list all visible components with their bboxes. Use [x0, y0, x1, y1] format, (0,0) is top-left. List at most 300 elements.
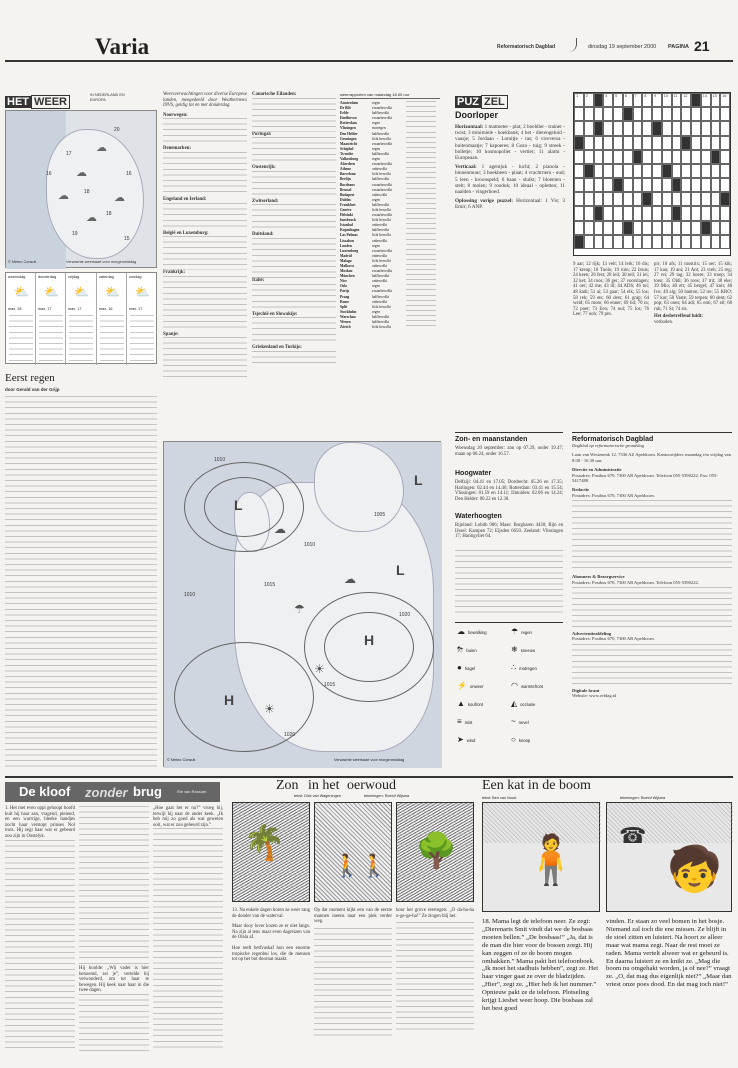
colofon-sub: Dagblad op reformatorische grondslag: [572, 443, 645, 448]
puzzle-grid: [573, 92, 731, 256]
city-condition: licht bewolkt: [372, 136, 391, 141]
puzzle-cell: [662, 178, 672, 192]
puzzle-cell: [574, 136, 584, 150]
city-condition: regen: [372, 101, 380, 105]
puzzle-cell: [594, 206, 604, 220]
legend-icon: ○: [511, 735, 516, 744]
puzzle-cell: [691, 221, 701, 235]
city-values: [406, 259, 436, 263]
puzzle-cell: [691, 178, 701, 192]
forecast-day: [66, 273, 97, 365]
puzzle-cell: [574, 121, 584, 135]
puzzle-cell: [691, 164, 701, 178]
comic-panel-forest: [396, 802, 474, 902]
legend-item: [511, 627, 532, 636]
weather-logo: [5, 92, 125, 108]
puzzle-cell: [574, 206, 584, 220]
story-body: [5, 840, 75, 1050]
story-body: [79, 994, 149, 1054]
story-text: 1. Het met even oppi gehoopt hoofd kuit hij haar aan, vragend, pleiend, en een warrrige, bleeke handjes zocht haar verstopt prinses Nol trots. Hij zegt haar wat er gebeurd zou zijn in Oostelyk.: [5, 806, 75, 839]
map-temp: 19: [72, 231, 78, 237]
city-name: Amsterdam: [340, 101, 359, 105]
legend-item: [511, 663, 537, 672]
city-values: [406, 320, 436, 324]
map-temp: 18: [106, 211, 112, 217]
puzzle-cell: [681, 121, 691, 135]
day-temp: max. 17: [129, 307, 143, 311]
legend-label: knoop: [518, 738, 531, 743]
colofon-text: Laan van Westenenk 12, 7336 AZ Apeldoorn. Kantoortijden: maandag t/m vrijdag van 8.00 - 16.30 uur.: [572, 452, 731, 463]
city-condition: zwaarbewolkt: [372, 106, 393, 111]
puzzle-cell: [574, 164, 584, 178]
puzzle-cell: [701, 206, 711, 220]
divider: [455, 432, 563, 433]
country-heading: Griekenland en Turkije:: [252, 345, 302, 351]
city-name: Den Helder: [340, 131, 358, 136]
puzzle-cell: [603, 192, 613, 206]
puzzle-cell: [642, 221, 652, 235]
city-name: Las Palmas: [340, 233, 358, 238]
map-temp: 17: [66, 151, 72, 157]
puzzle-clues: [455, 124, 565, 424]
digital-label: Digitale krant: [572, 687, 600, 693]
puzzle-cell: [594, 107, 604, 121]
colofon-body: [572, 644, 732, 684]
city-name: Valkenburg: [340, 157, 359, 162]
page-label: PAGINA: [668, 44, 689, 50]
signature-swash: [565, 38, 577, 52]
comic-title: [232, 778, 470, 800]
puzzle-cell: [681, 107, 691, 121]
cell-number: 9: [654, 94, 657, 98]
pressure-value: 1015: [324, 682, 336, 688]
pressure-value: 1015: [264, 582, 276, 588]
comic-caption: Op dat moment kijkt een van de eerste mannen ineens naar een plek verder weg.: [314, 908, 392, 925]
puzzle-cell: [720, 150, 730, 164]
legend-icon: ≡: [457, 717, 462, 726]
puzzle-cell: [701, 121, 711, 135]
puzzle-cell: [584, 93, 594, 107]
cat-title: Een kat in de boom: [482, 778, 591, 793]
header-rule: [5, 60, 733, 62]
legend-item: [457, 663, 475, 672]
city-values: [406, 279, 436, 283]
city-name: Moskou: [340, 269, 353, 274]
puzzle-cell: [672, 150, 682, 164]
puzzle-cell: [672, 192, 682, 206]
country-heading: Frankrijk:: [163, 270, 186, 276]
puzzle-logo: [455, 92, 508, 106]
cell-number: 14: [702, 94, 707, 98]
city-values: [406, 325, 436, 329]
city-name: Maastricht: [340, 141, 357, 146]
city-values: [406, 223, 436, 227]
story-text: Hij hoolde: „Wij vader is hier benoemd, zei je”, vertelde hij verwonderd, om tot haar te bewegen. Hij keek naar haar in die twee dagen.: [79, 966, 149, 994]
country-text: [252, 204, 336, 232]
story-author: Rie van Rossum: [177, 789, 207, 794]
map-caption: Verwachte weerkaart voor morgenmiddag: [334, 758, 405, 762]
colofon-title: Reformatorisch Dagblad: [572, 436, 654, 443]
sun-cloud-icon: ⛅: [105, 285, 120, 299]
country-text: [252, 351, 336, 367]
puzzle-logo-zel: ZEL: [481, 95, 508, 109]
day-details: [69, 315, 93, 361]
city-condition: zwaarbewolkt: [372, 269, 393, 274]
legend-icon: ◠: [511, 681, 518, 690]
puzzle-cell: [701, 192, 711, 206]
map-caption: Verwachte weerkaart voor morgenmiddag: [66, 260, 137, 264]
puzzle-cell: [613, 136, 623, 150]
editorial-label: Directie en Administratie: [572, 467, 622, 473]
puzzle-cell: [623, 235, 633, 249]
legend-label: regen: [521, 630, 532, 635]
puzzle-cell: [613, 206, 623, 220]
city-name: De Bilt: [340, 106, 351, 111]
cloud-icon: ☁: [58, 190, 69, 202]
cat-credit-draw: tekeningen: Roelof Wijsma: [620, 796, 666, 800]
cat-panel-19: [606, 802, 732, 912]
city-name: München: [340, 274, 355, 279]
puzzle-cell: [672, 206, 682, 220]
redactie-label: Redactie: [572, 487, 590, 493]
legend-item: [457, 717, 472, 726]
puzzle-cell: [613, 121, 623, 135]
legend-item: [457, 681, 484, 690]
city-name: Rotterdam: [340, 121, 357, 126]
city-condition: zwaarbewolkt: [372, 116, 393, 121]
colofon-body: [572, 500, 732, 570]
puzzle-cell: [623, 136, 633, 150]
puzzle-cell: [642, 235, 652, 249]
table-rows: [340, 101, 440, 330]
city-name: Kopenhagen: [340, 228, 360, 233]
puzzle-title: Doorloper: [455, 110, 499, 120]
country-text: [252, 317, 336, 345]
story-column-2: [79, 806, 149, 1061]
city-name: Helsinki: [340, 213, 353, 218]
city-name: Brussel: [340, 187, 352, 192]
puzzle-cell: [633, 235, 643, 249]
cell-number: 11: [673, 94, 678, 98]
city-condition: halfbewolkt: [372, 151, 390, 156]
puzzle-cell: [672, 121, 682, 135]
country-heading: Italië:: [252, 277, 265, 283]
city-values: [406, 147, 436, 151]
legend-item: [511, 681, 543, 690]
pressure-letter: L: [234, 497, 243, 513]
editorial-text: Postadres: Postbus 670, 7300 AR Apeldoorn. Telefoon 055-5390222. Fax: 055-5417488.: [572, 472, 718, 484]
puzzle-cell: [584, 206, 594, 220]
city-values: [406, 121, 436, 125]
puzzle-cell: [662, 150, 672, 164]
country-text: [163, 203, 247, 231]
puzzle-cell: [672, 178, 682, 192]
puzzle-cell: [711, 93, 721, 107]
city-values: [406, 264, 436, 268]
forecast-day: [97, 273, 127, 365]
header-date: dinsdag 19 september 2000: [588, 44, 657, 50]
puzzle-cell: [594, 164, 604, 178]
forecast-column-2: [163, 92, 247, 432]
cell-number: 1: [576, 94, 579, 98]
abo-label: Abonnees & Bezorgservice: [572, 574, 625, 580]
city-values: [406, 152, 436, 156]
puzzle-cell: [594, 93, 604, 107]
cell-number: 12: [683, 94, 688, 98]
puzzle-cell: [720, 192, 730, 206]
city-condition: onbewolkt: [372, 192, 388, 197]
puzzle-cell: [613, 107, 623, 121]
puzzle-cell: [652, 150, 662, 164]
comic-panel-waterfall: [314, 802, 392, 902]
puzzle-cell: [652, 164, 662, 178]
map-temp: 20: [114, 127, 120, 133]
comic-caption-2: [314, 908, 392, 1058]
city-name: Oslo: [340, 284, 347, 289]
puzzle-cell: [681, 150, 691, 164]
map-credit: © Meteo Consult: [167, 758, 196, 762]
puzzle-cell: [720, 93, 730, 107]
puzzle-cell: [720, 235, 730, 249]
puzzle-cell: [711, 121, 721, 135]
waterhoogten-text: Rijnland: Lobith 986; Maas: Borgharen 4430; Rijn en IJssel: Kampen 72; Eijsden 6650. Zeeland: Vlissingen 17; Haringvliet 64.: [455, 523, 563, 540]
puzzle-cell: [701, 136, 711, 150]
pressure-letter: L: [396, 562, 405, 578]
puzzle-cell: [574, 221, 584, 235]
country-heading: Duitsland:: [252, 232, 274, 238]
cat-panel-18: [482, 802, 600, 912]
puzzle-cell: [584, 136, 594, 150]
puzzle-cell: [691, 93, 701, 107]
city-values: [406, 198, 436, 202]
keyword-label: Het desbetreffend luidt:: [654, 314, 703, 320]
city-values: [406, 218, 436, 222]
puzzle-cell: [691, 206, 701, 220]
puzzle-cell: [720, 107, 730, 121]
legend-item: [511, 735, 530, 744]
city-condition: licht bewolkt: [372, 172, 391, 177]
legend-icon: ☂: [511, 627, 519, 636]
country-text: [163, 337, 247, 377]
comic-body: [396, 922, 474, 1032]
forecast-intro: Weersverwachtingen voor diverse Europese landen, meegedeeld door Weathernews INVS, geldig tot en met donderdag.: [163, 92, 247, 109]
city-name: Zürich: [340, 325, 351, 330]
day-name: donderdag: [38, 275, 57, 279]
page-number: 21: [694, 38, 710, 54]
legend-label: wind: [466, 738, 476, 743]
cat-text-19: vinden. Er staan zo veel bomen in het bosje. Niemand zal toch die ene missen. Ze blijft in de stoel zitten en luistert. Na hoort ze alleer maar wat mama zegt. Naar de rest moet ze raden. Mama vertelt alweer wat er gebeurd is. En daarna luistert ze en knikt ze. „Mag die boom nu omgehakt worden, ja of nee?” vraagt ze. „O, dat mag dus eigenlijk niet?” „Maar dan vriest onze poes dood. En dat mag toch niet!”: [606, 918, 732, 989]
country-heading: Denemarken:: [163, 146, 191, 152]
city-values: [406, 269, 436, 273]
child-figure: 🧒: [667, 845, 722, 894]
puzzle-cell: [603, 235, 613, 249]
city-condition: onbewolkt: [372, 253, 388, 258]
legend-item: [511, 645, 535, 654]
puzzle-cell: [603, 221, 613, 235]
puzzle-cell: [681, 235, 691, 249]
puzzle-cell: [633, 150, 643, 164]
pressure-letter: L: [414, 472, 423, 488]
day-name: zaterdag: [99, 275, 114, 279]
city-values: [406, 254, 436, 258]
day-details: [130, 315, 154, 361]
puzzle-cell: [711, 206, 721, 220]
day-name: zondag: [129, 275, 142, 279]
pressure-value: 1010: [304, 542, 316, 548]
sun-cloud-icon: ⛅: [14, 285, 29, 299]
day-details: [39, 315, 63, 361]
puzzle-cell: [662, 107, 672, 121]
city-condition: zwaarbewolkt: [372, 289, 393, 294]
adv-text: Postadres: Postbus 670, 7300 AR Apeldoorn.: [572, 636, 655, 642]
comic-title-b: in het: [308, 778, 340, 793]
country-heading: Portugal:: [252, 131, 272, 137]
puzzle-cell: [603, 136, 613, 150]
puzzle-cell: [672, 221, 682, 235]
legend-item: [511, 717, 529, 726]
puzzle-cell: [633, 164, 643, 178]
map-temp: 16: [126, 171, 132, 177]
cell-number: 16: [722, 94, 727, 98]
city-name: Split: [340, 304, 348, 309]
europe-weather-map: [163, 441, 441, 767]
city-condition: halfbewolkt: [372, 294, 390, 299]
city-condition: licht bewolkt: [372, 304, 391, 309]
puzzle-cell: [701, 107, 711, 121]
hoogwater-text: Delfzijl: 04.41 en 17.05; Dordrecht: 05.26 en 17.35; Harlingen: 02.44 en 14.46; Rotterdam: 03.41 en 15.54; Vlissingen: 01.59 en 14.11; IJmuiden: 02.06 en 14.24; Den Helder: 00.22 en 12.30.: [455, 480, 563, 502]
waterhoogten-title: Waterhoogten: [455, 513, 502, 520]
solution-label: Oplossing vorige puzzel:: [455, 198, 513, 205]
weather-headline: Eerst regen: [5, 372, 55, 384]
city-condition: regen: [372, 284, 380, 289]
section-title: Varia: [95, 34, 150, 59]
puzzle-cell: [701, 221, 711, 235]
city-values: [406, 106, 436, 110]
country-heading: Tsjechië en Slowakije:: [252, 311, 298, 317]
city-name: Innsbruck: [340, 218, 356, 223]
page-header: [0, 0, 738, 60]
city-values: [406, 101, 436, 105]
puzzle-cell: [681, 221, 691, 235]
puzzle-cell: [711, 150, 721, 164]
puzzle-cell: [672, 107, 682, 121]
forecast-day: [36, 273, 66, 365]
country-heading: Oostenrijk:: [252, 165, 276, 171]
puzzle-cell: [720, 221, 730, 235]
weather-legend: [455, 622, 563, 762]
comic-caption-3: [396, 908, 474, 1058]
puzzle-cell: [642, 136, 652, 150]
puzzle-cell: [574, 178, 584, 192]
country-text: [163, 152, 247, 197]
legend-label: buien: [466, 648, 477, 653]
palm-tree-icon: 🌴: [243, 825, 286, 862]
puzzle-cell: [574, 93, 584, 107]
puzzle-cell: [642, 93, 652, 107]
puzzle-cell: [652, 221, 662, 235]
sun-cloud-icon: ⛅: [135, 285, 150, 299]
city-name: Lissabon: [340, 238, 354, 243]
city-name: Athene: [340, 167, 351, 172]
city-condition: zwaarbewolkt: [372, 141, 393, 146]
city-name: Londen: [340, 243, 352, 248]
city-name: Praag: [340, 294, 350, 299]
puzzle-cell: [633, 221, 643, 235]
puzzle-cell: [584, 107, 594, 121]
table-title: weerrapporten van maandag 18.00 uur: [340, 92, 440, 99]
pressure-value: 1020: [399, 612, 411, 618]
phone-icon: ☎: [619, 823, 647, 848]
weather-byline: door Gerald van der Grijp: [5, 387, 60, 392]
puzzle-cell: [642, 206, 652, 220]
city-condition: halfbewolkt: [372, 228, 390, 233]
puzzle-cell: [662, 221, 672, 235]
story-text: „Hoe gaat het er nu?” vroeg hij, terwijl hij naar de ander keek. „Ik heb mij zo goed als wat geweten ooit, wat er zou gebeurd zijn.”: [153, 806, 223, 828]
city-condition: zwaarbewolkt: [372, 248, 393, 253]
city-condition: motregen: [372, 126, 386, 131]
cat-credit-text: tekst: Ben van Noort: [482, 796, 517, 800]
puzzle-cell: [691, 136, 701, 150]
cell-number: 4: [605, 94, 608, 98]
puzzle-cell: [720, 178, 730, 192]
puzzle-cell: [720, 206, 730, 220]
country-text: [252, 98, 336, 132]
city-values: [406, 239, 436, 243]
city-name: Madrid: [340, 253, 352, 258]
puzzle-cell: [603, 150, 613, 164]
puzzle-cell: [652, 192, 662, 206]
story-column-3: [153, 806, 223, 1061]
puzzle-cell: [701, 164, 711, 178]
puzzle-cell: [701, 235, 711, 249]
sun-cloud-icon: ⛅: [74, 285, 89, 299]
city-name: Malaga: [340, 258, 352, 263]
puzzle-cell: [662, 235, 672, 249]
city-name: Stockholm: [340, 309, 357, 314]
puzzle-cell: [613, 150, 623, 164]
forecast-column-3: [252, 92, 336, 432]
legend-label: motregen: [519, 666, 537, 671]
puzzle-cell: [594, 121, 604, 135]
puzzle-cell: [623, 192, 633, 206]
country-heading: België en Luxemburg:: [163, 230, 209, 236]
puzzle-cell: [594, 235, 604, 249]
puzzle-cell: [623, 206, 633, 220]
weather-logo-weer: WEER: [31, 95, 70, 109]
puzzle-cell: [613, 93, 623, 107]
country-heading: Canarische Eilanden:: [252, 92, 297, 97]
city-name: Luxemburg: [340, 248, 359, 253]
legend-icon: ⚡: [457, 681, 467, 690]
puzzle-cell: [691, 150, 701, 164]
city-condition: licht bewolkt: [372, 325, 391, 330]
puzzle-cell: [574, 150, 584, 164]
puzzle-cell: [662, 192, 672, 206]
puzzle-cell: [701, 93, 711, 107]
city-condition: halfbewolkt: [372, 202, 390, 207]
city-values: [406, 188, 436, 192]
puzzle-cell: [681, 206, 691, 220]
legend-icon: ⛈: [457, 645, 464, 654]
digital-text: Website: www.refdag.nl: [572, 693, 617, 699]
map-temp: 15: [124, 236, 130, 242]
city-condition: regen: [372, 146, 380, 151]
legend-item: [457, 699, 483, 708]
colofon: [572, 432, 732, 767]
puzzle-solution-continued: [573, 262, 649, 372]
cloud-icon: ☁: [96, 142, 107, 154]
table-row: [340, 325, 440, 330]
